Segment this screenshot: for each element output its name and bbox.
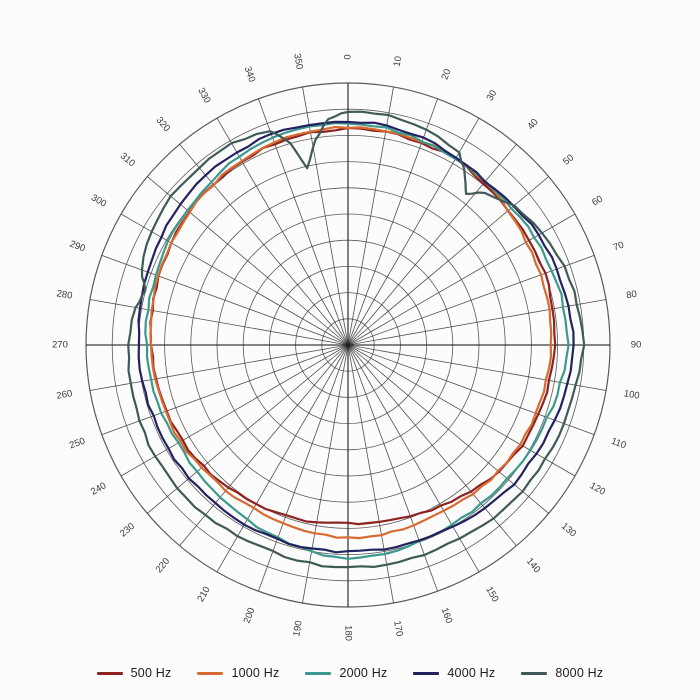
angle-tick-label: 40: [525, 116, 541, 132]
legend-label: 500 Hz: [130, 666, 172, 680]
angle-tick-label: 140: [523, 555, 543, 576]
angle-tick-label: 50: [561, 152, 577, 168]
legend-item-500hz: [97, 666, 172, 680]
grid-spoke: [147, 177, 348, 345]
angle-tick-label: 230: [117, 520, 138, 540]
series-curve-8000hz: [128, 112, 584, 567]
legend-label: 1000 Hz: [231, 666, 280, 680]
angle-tick-label: 30: [484, 88, 500, 103]
angle-tick-label: 80: [625, 288, 638, 302]
angle-tick-label: 170: [391, 619, 405, 638]
angle-tick-label: 220: [153, 555, 173, 576]
legend-label: 8000 Hz: [555, 666, 604, 680]
angle-tick-label: 310: [117, 150, 138, 170]
polar-center-dot: [345, 342, 350, 347]
angle-tick-label: 160: [438, 606, 455, 625]
angle-tick-label: 240: [88, 480, 109, 498]
legend-line-swatch-icon-1000hz: [197, 672, 223, 675]
polar-grid: [86, 83, 610, 607]
angle-tick-label: 200: [241, 606, 258, 625]
legend-item-2000hz: [305, 666, 387, 680]
angle-tick-label: 190: [291, 619, 305, 638]
angle-tick-label: 350: [291, 52, 305, 71]
angle-tick-label: 60: [590, 193, 605, 209]
legend-line-swatch-icon-500hz: [97, 672, 123, 675]
angle-tick-label: 0: [342, 54, 354, 60]
legend-line-swatch-icon-2000hz: [305, 672, 331, 675]
series-curve-4000hz: [139, 122, 577, 552]
angle-tick-label: 250: [68, 435, 87, 452]
angle-tick-label: 10: [391, 55, 405, 68]
legend-line-swatch-icon-4000hz: [413, 672, 439, 675]
angle-tick-label: 90: [630, 339, 642, 351]
angle-tick-label: 330: [195, 85, 213, 106]
legend-label: 4000 Hz: [447, 666, 496, 680]
angle-tick-label: 320: [153, 114, 173, 135]
angle-tick-label: 20: [439, 67, 454, 82]
legend-item-8000hz: [521, 666, 603, 680]
series-curve-1000hz: [150, 127, 551, 538]
angle-tick-label: 120: [587, 480, 608, 498]
angle-tick-label: 180: [342, 625, 354, 641]
angle-tick-label: 70: [611, 239, 626, 254]
angle-tick-label: 210: [195, 584, 213, 605]
angle-tick-label: 290: [68, 238, 87, 255]
angle-tick-label: 150: [483, 584, 501, 605]
grid-spoke: [348, 345, 549, 513]
legend: [0, 666, 700, 680]
legend-line-swatch-icon-8000hz: [521, 672, 547, 675]
angle-tick-label: 270: [52, 339, 68, 351]
angle-tick-label: 100: [622, 388, 641, 402]
grid-spoke: [348, 144, 516, 345]
angle-tick-label: 340: [241, 65, 258, 84]
legend-item-1000hz: [197, 666, 279, 680]
angle-tick-label: 260: [55, 388, 74, 402]
grid-spoke: [348, 177, 549, 345]
angle-tick-label: 110: [609, 435, 628, 452]
angle-tick-label: 280: [55, 288, 74, 302]
angle-tick-label: 300: [88, 192, 109, 210]
legend-label: 2000 Hz: [339, 666, 388, 680]
angle-tick-label: 130: [558, 520, 579, 540]
legend-item-4000hz: [413, 666, 495, 680]
grid-spoke: [180, 144, 348, 345]
